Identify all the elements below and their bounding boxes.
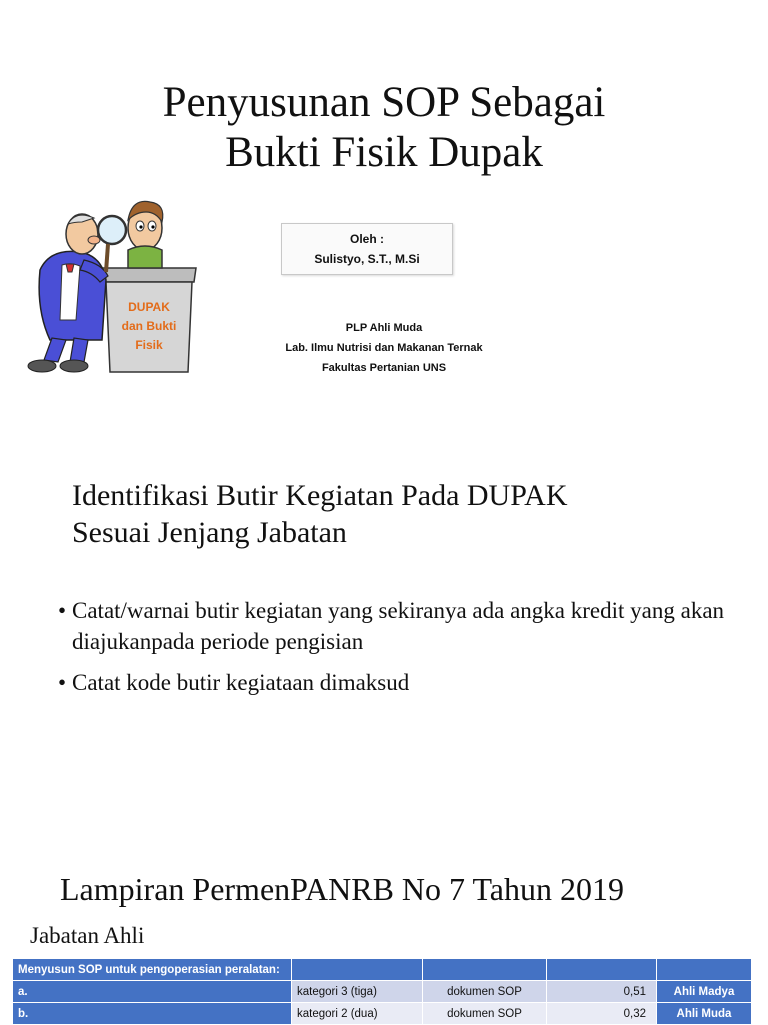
jabatan-subheading: Jabatan Ahli [30, 923, 145, 948]
table-header-cell [292, 959, 423, 981]
podium-label-line-1: DUPAK [128, 300, 170, 314]
row-kategori: kategori 3 (tiga) [292, 981, 423, 1003]
title-line-2: Bukti Fisik Dupak [225, 129, 543, 176]
table-header-cell [657, 959, 752, 981]
row-code: b. [13, 1003, 292, 1025]
sop-table [12, 958, 752, 1025]
affiliation [250, 318, 518, 378]
table-row [13, 981, 752, 1003]
podium-label-line-2: dan Bukti [121, 319, 177, 333]
row-jenjang: Ahli Muda [657, 1003, 752, 1025]
title-line-1: Penyusunan SOP Sebagai [162, 79, 606, 126]
author-name: Sulistyo, S.T., M.Si [314, 252, 420, 266]
podium-label-line-3: Fisik [135, 338, 163, 352]
identifikasi-heading [72, 477, 752, 551]
bullet-list [58, 595, 748, 708]
affiliation-line-3: Fakultas Pertanian UNS [321, 362, 447, 374]
slide-title [0, 0, 768, 460]
affiliation-line-1: PLP Ahli Muda [345, 322, 423, 334]
table-header-cell: Menyusun SOP untuk pengoperasian peralatan: [13, 959, 292, 981]
bullet-item: • Catat kode butir kegiataan dimaksud [58, 667, 748, 698]
slide-title-heading [0, 78, 768, 178]
row-kategori: kategori 2 (dua) [292, 1003, 423, 1025]
row-nilai: 0,32 [547, 1003, 657, 1025]
bullet-item: • Catat/warnai butir kegiatan yang sekiranya ada angka kredit yang akan diajukanpada periode pengisian [58, 595, 748, 657]
affiliation-line-2: Lab. Ilmu Nutrisi dan Makanan Ternak [285, 342, 483, 354]
identifikasi-heading-line-1: Identifikasi Butir Kegiatan Pada DUPAK [72, 479, 568, 512]
row-code: a. [13, 981, 292, 1003]
oleh-label: Oleh : [349, 232, 384, 246]
author-box [281, 223, 453, 275]
table-header-cell [547, 959, 657, 981]
row-nilai: 0,51 [547, 981, 657, 1003]
identifikasi-heading-line-2: Sesuai Jenjang Jabatan [72, 516, 347, 549]
podium-label [107, 298, 191, 355]
table-row [13, 1003, 752, 1025]
row-jenjang: Ahli Madya [657, 981, 752, 1003]
row-dokumen: dokumen SOP [423, 1003, 547, 1025]
row-dokumen: dokumen SOP [423, 981, 547, 1003]
lampiran-heading: Lampiran PermenPANRB No 7 Tahun 2019 [60, 871, 624, 907]
table-header-cell [423, 959, 547, 981]
table-header-row [13, 959, 752, 981]
